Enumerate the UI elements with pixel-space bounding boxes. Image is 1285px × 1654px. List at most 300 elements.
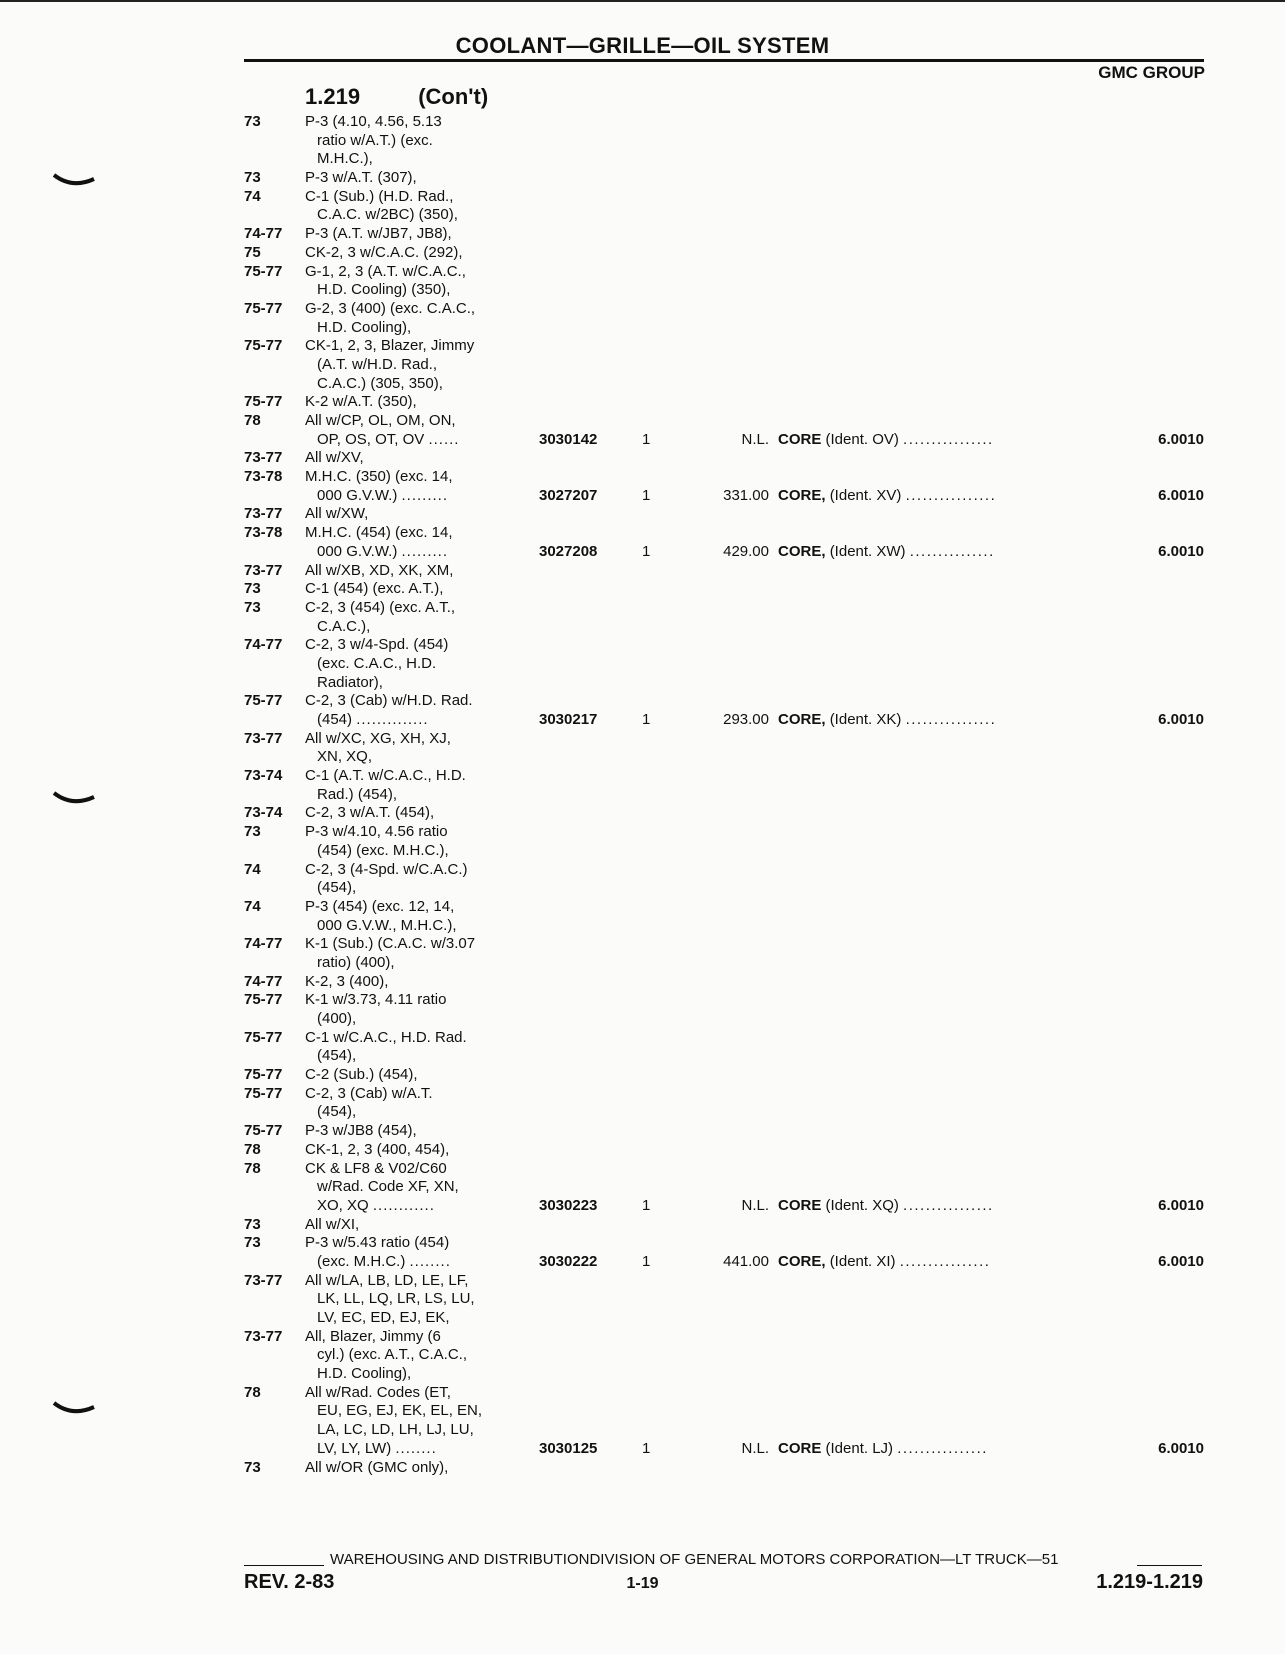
list-item: [244, 636, 1204, 655]
list-item: [244, 468, 1204, 487]
application-description: [305, 524, 453, 543]
list-item: [244, 1402, 1204, 1421]
list-item: [244, 580, 1204, 599]
leader-dots: ................: [903, 430, 994, 448]
list-item: [244, 1290, 1204, 1309]
description-text: C-2, 3 (Cab) w/H.D. Rad.: [305, 692, 473, 710]
description-text: ratio) (400),: [317, 953, 395, 971]
application-description: [305, 861, 468, 880]
model-year: 73: [244, 580, 261, 598]
price-and-name: [674, 543, 999, 562]
application-description: [305, 692, 473, 711]
model-year: 78: [244, 1159, 261, 1177]
application-description: [317, 1178, 459, 1197]
list-item: [244, 1066, 1204, 1085]
application-description: [317, 1365, 411, 1384]
leader-dots: ..............: [356, 711, 429, 728]
description-text: K-2 w/A.T. (350),: [305, 393, 417, 411]
list-item: [244, 674, 1204, 693]
description-text: All w/LA, LB, LD, LE, LF,: [305, 1271, 469, 1289]
list-item: [244, 281, 1204, 300]
model-year: 73-74: [244, 767, 283, 785]
description-text: CK-1, 2, 3 (400, 454),: [305, 1140, 450, 1158]
binder-hole-mark: [52, 791, 96, 805]
price-and-name: [674, 1197, 999, 1216]
model-year: 78: [244, 1140, 261, 1158]
application-description: [317, 319, 411, 338]
application-description: [317, 1010, 356, 1029]
list-item: [244, 1253, 1204, 1272]
description-text: Radiator),: [317, 673, 383, 691]
application-description: [305, 973, 388, 992]
part-ident: (Ident. XI): [829, 1252, 896, 1270]
application-description: [317, 356, 437, 375]
list-item: [244, 1197, 1204, 1216]
footer-publisher: WAREHOUSING AND DISTRIBUTIONDIVISION OF GENERAL MOTORS CORPORATION—LT TRUCK—51: [330, 1551, 1059, 1568]
application-description: [305, 935, 475, 954]
list-item: [244, 1365, 1204, 1384]
model-year: 73-77: [244, 1271, 283, 1289]
application-description: [305, 580, 443, 599]
list-item: [244, 375, 1204, 394]
list-item: [244, 244, 1204, 263]
model-year: 74: [244, 187, 261, 205]
application-description: [317, 879, 356, 898]
list-price: 441.00: [723, 1252, 769, 1270]
description-text: (A.T. w/H.D. Rad.,: [317, 355, 438, 373]
list-item: [244, 1103, 1204, 1122]
description-text: C.A.C.),: [317, 617, 371, 635]
model-year: 73-77: [244, 449, 283, 467]
page-number: 1-19: [626, 1575, 659, 1592]
description-text: cyl.) (exc. A.T., C.A.C.,: [317, 1346, 468, 1364]
list-item: [244, 393, 1204, 412]
description-text: LV, LY, LW): [317, 1439, 392, 1457]
application-description: [305, 412, 456, 431]
list-item: [244, 748, 1204, 767]
model-year: 75-77: [244, 1066, 283, 1084]
footer-rule-right: [1137, 1565, 1202, 1566]
description-text: OP, OS, OT, OV: [317, 430, 425, 448]
list-item: [244, 898, 1204, 917]
description-text: C-2, 3 (4-Spd. w/C.A.C.): [305, 860, 468, 878]
application-description: [305, 225, 452, 244]
application-description: [305, 1234, 449, 1253]
list-item: [244, 973, 1204, 992]
description-text: C-1 (A.T. w/C.A.C., H.D.: [305, 767, 466, 785]
list-item: [244, 169, 1204, 188]
application-description: [317, 674, 383, 693]
description-text: All w/XI,: [305, 1215, 360, 1233]
description-text: M.H.C. (454) (exc. 14,: [305, 524, 453, 542]
application-description: [317, 1309, 450, 1328]
group-label: GMC GROUP: [1098, 63, 1205, 82]
application-description: [317, 748, 372, 767]
group-number: 6.0010: [1158, 542, 1204, 560]
description-text: (454),: [317, 879, 357, 897]
application-description: [305, 898, 454, 917]
description-text: G-1, 2, 3 (A.T. w/C.A.C.,: [305, 262, 466, 280]
section-range: 1.219-1.219: [1096, 1571, 1203, 1593]
price-and-name: [674, 711, 999, 730]
application-description: [305, 1272, 468, 1291]
application-description: [317, 150, 373, 169]
application-description: [317, 954, 395, 973]
description-text: M.H.C. (350) (exc. 14,: [305, 468, 453, 486]
description-text: (exc. C.A.C., H.D.: [317, 654, 437, 672]
application-description: [305, 991, 446, 1010]
description-text: (454) (exc. M.H.C.),: [317, 841, 449, 859]
leader-dots: ........: [395, 1439, 437, 1457]
quantity: 1: [642, 542, 651, 560]
description-text: C-2, 3 w/4-Spd. (454): [305, 636, 449, 654]
model-year: 73-78: [244, 524, 283, 542]
model-year: 75-77: [244, 991, 283, 1009]
list-item: [244, 1328, 1204, 1347]
list-item: [244, 879, 1204, 898]
description-text: ratio w/A.T.) (exc.: [317, 131, 433, 149]
leader-dots: ................: [905, 711, 997, 728]
description-text: 000 G.V.W.): [317, 542, 398, 560]
list-item: [244, 431, 1204, 450]
list-price: N.L.: [741, 430, 769, 448]
model-year: 73: [244, 169, 261, 187]
application-description: [317, 1253, 451, 1272]
group-number: 6.0010: [1158, 430, 1204, 448]
application-description: [305, 599, 455, 618]
application-description: [317, 132, 433, 151]
leader-dots: ...............: [909, 542, 995, 560]
description-text: C.A.C. w/2BC) (350),: [317, 206, 458, 224]
description-text: C-2, 3 w/A.T. (454),: [305, 804, 435, 822]
part-ident: (Ident. LJ): [825, 1439, 894, 1457]
description-text: C-2 (Sub.) (454),: [305, 1066, 418, 1084]
model-year: 75-77: [244, 692, 283, 710]
quantity: 1: [642, 1252, 651, 1270]
model-year: 73: [244, 598, 261, 616]
list-item: [244, 804, 1204, 823]
application-description: [305, 1122, 417, 1141]
list-item: [244, 132, 1204, 151]
model-year: 73-74: [244, 804, 283, 822]
description-text: CK & LF8 & V02/C60: [305, 1159, 447, 1177]
list-item: [244, 188, 1204, 207]
application-description: [305, 169, 417, 188]
application-description: [305, 188, 453, 207]
model-year: 74: [244, 897, 261, 915]
part-number: 3027207: [539, 486, 598, 504]
description-text: XN, XQ,: [317, 748, 373, 766]
model-year: 75-77: [244, 337, 283, 355]
binder-hole-mark: [52, 173, 96, 187]
description-text: M.H.C.),: [317, 150, 373, 168]
description-text: All w/XW,: [305, 505, 369, 523]
group-number: 6.0010: [1158, 1196, 1204, 1214]
part-number: 3030125: [539, 1439, 598, 1457]
list-item: [244, 300, 1204, 319]
application-description: [305, 300, 475, 319]
description-text: P-3 w/5.43 ratio (454): [305, 1234, 450, 1252]
application-description: [317, 206, 458, 225]
application-description: [305, 393, 417, 412]
part-ident: (Ident. XK): [829, 711, 902, 728]
application-description: [317, 655, 436, 674]
group-number: 6.0010: [1158, 711, 1204, 728]
description-text: XO, XQ: [317, 1196, 369, 1214]
model-year: 73-77: [244, 505, 283, 523]
application-description: [305, 449, 364, 468]
part-name: CORE: [778, 430, 822, 448]
description-text: CK-1, 2, 3, Blazer, Jimmy: [305, 337, 475, 355]
description-text: C-1 w/C.A.C., H.D. Rad.: [305, 1028, 467, 1046]
list-item: [244, 412, 1204, 431]
list-price: 429.00: [723, 542, 769, 560]
list-item: [244, 505, 1204, 524]
model-year: 74-77: [244, 972, 283, 990]
list-item: [244, 1346, 1204, 1365]
description-text: All, Blazer, Jimmy (6: [305, 1327, 441, 1345]
application-description: [305, 562, 453, 581]
model-year: 73: [244, 823, 261, 841]
section-heading: [305, 84, 488, 110]
leader-dots: ......: [428, 430, 460, 448]
description-text: 000 G.V.W.): [317, 486, 398, 504]
list-item: [244, 599, 1204, 618]
page-top-edge: [0, 0, 1285, 2]
application-description: [317, 1047, 356, 1066]
part-number: 3030223: [539, 1196, 598, 1214]
part-ident: (Ident. XV): [829, 486, 902, 504]
application-description: [305, 505, 368, 524]
application-description: [317, 431, 459, 450]
model-year: 75-77: [244, 1084, 283, 1102]
description-text: C-1 (454) (exc. A.T.),: [305, 580, 444, 598]
model-year: 75-77: [244, 299, 283, 317]
model-year: 74: [244, 860, 261, 878]
model-year: 74-77: [244, 225, 283, 243]
application-description: [305, 823, 448, 842]
description-text: LA, LC, LD, LH, LJ, LU,: [317, 1421, 474, 1439]
description-text: C-2, 3 (Cab) w/A.T.: [305, 1084, 433, 1102]
application-description: [305, 337, 474, 356]
part-ident: (Ident. OV): [825, 430, 899, 448]
group-number: 6.0010: [1158, 486, 1204, 504]
list-item: [244, 356, 1204, 375]
description-text: C.A.C.) (305, 350),: [317, 374, 443, 392]
description-text: EU, EG, EJ, EK, EL, EN,: [317, 1402, 483, 1420]
footer-rule-left: [244, 1565, 324, 1566]
list-item: [244, 562, 1204, 581]
list-item: [244, 263, 1204, 282]
price-and-name: [674, 487, 999, 506]
part-number: 3030142: [539, 430, 598, 448]
description-text: All w/CP, OL, OM, ON,: [305, 412, 456, 429]
list-item: [244, 730, 1204, 749]
price-and-name: [674, 431, 999, 450]
application-description: [305, 804, 434, 823]
section-continued: (Con't): [418, 84, 489, 109]
model-year: 74-77: [244, 636, 283, 654]
title-rule: [244, 59, 1204, 62]
application-description: [305, 1029, 467, 1048]
application-description: [317, 375, 443, 394]
leader-dots: ............: [372, 1196, 435, 1214]
list-item: [244, 618, 1204, 637]
list-item: [244, 711, 1204, 730]
application-description: [317, 1440, 437, 1459]
description-text: H.D. Cooling),: [317, 1365, 412, 1383]
list-item: [244, 842, 1204, 861]
list-price: 293.00: [723, 711, 769, 728]
quantity: 1: [642, 1439, 651, 1457]
application-description: [305, 1384, 451, 1403]
application-description: [317, 618, 370, 637]
application-description: [305, 263, 466, 282]
list-item: [244, 767, 1204, 786]
application-description: [305, 1160, 447, 1179]
list-item: [244, 954, 1204, 973]
quantity: 1: [642, 711, 651, 728]
model-year: 73: [244, 1458, 261, 1476]
part-name: CORE,: [778, 711, 826, 728]
application-description: [305, 730, 451, 749]
application-description: [305, 1328, 441, 1347]
list-item: [244, 1309, 1204, 1328]
page-title: COOLANT—GRILLE—OIL SYSTEM: [455, 33, 830, 58]
application-description: [317, 1402, 482, 1421]
application-description: [317, 1421, 474, 1440]
description-text: All w/XC, XG, XH, XJ,: [305, 729, 451, 747]
list-item: [244, 861, 1204, 880]
list-item: [244, 1122, 1204, 1141]
list-item: [244, 524, 1204, 543]
description-text: P-3 w/4.10, 4.56 ratio: [305, 823, 448, 841]
quantity: 1: [642, 1196, 651, 1214]
list-item: [244, 692, 1204, 711]
list-price: 331.00: [723, 486, 769, 504]
description-text: K-1 w/3.73, 4.11 ratio: [305, 991, 447, 1009]
description-text: H.D. Cooling),: [317, 318, 412, 336]
application-description: [317, 1346, 467, 1365]
model-year: 73: [244, 1215, 261, 1233]
model-year: 73-77: [244, 561, 283, 579]
list-item: [244, 786, 1204, 805]
list-item: [244, 1384, 1204, 1403]
description-text: 000 G.V.W., M.H.C.),: [317, 916, 457, 934]
application-description: [305, 1459, 448, 1478]
application-description: [317, 487, 448, 506]
list-item: [244, 225, 1204, 244]
list-item: [244, 935, 1204, 954]
model-year: 75: [244, 243, 261, 261]
model-year: 78: [244, 412, 261, 429]
model-year: 75-77: [244, 1122, 283, 1140]
application-description: [317, 842, 449, 861]
application-description: [305, 113, 442, 132]
application-description: [317, 711, 429, 730]
application-description: [317, 786, 397, 805]
list-item: [244, 1047, 1204, 1066]
list-item: [244, 1010, 1204, 1029]
group-number: 6.0010: [1158, 1439, 1204, 1457]
quantity: 1: [642, 430, 651, 448]
part-number: 3030222: [539, 1252, 598, 1270]
list-item: [244, 319, 1204, 338]
list-item: [244, 1178, 1204, 1197]
description-text: K-1 (Sub.) (C.A.C. w/3.07: [305, 935, 476, 953]
list-item: [244, 1085, 1204, 1104]
list-item: [244, 150, 1204, 169]
list-item: [244, 543, 1204, 562]
description-text: Rad.) (454),: [317, 785, 398, 803]
list-item: [244, 487, 1204, 506]
description-text: G-2, 3 (400) (exc. C.A.C.,: [305, 299, 476, 317]
description-text: K-2, 3 (400),: [305, 972, 389, 990]
application-description: [317, 917, 456, 936]
list-item: [244, 655, 1204, 674]
application-description: [317, 543, 448, 562]
description-text: P-3 (454) (exc. 12, 14,: [305, 897, 455, 915]
description-text: LV, EC, ED, EJ, EK,: [317, 1309, 450, 1326]
leader-dots: .........: [401, 486, 449, 504]
application-description: [305, 636, 448, 655]
price-and-name: [674, 1253, 999, 1272]
description-text: All w/OR (GMC only),: [305, 1458, 449, 1476]
application-description: [317, 281, 450, 300]
part-name: CORE,: [778, 1252, 826, 1270]
list-price: N.L.: [741, 1439, 769, 1457]
price-and-name: [674, 1440, 999, 1459]
leader-dots: .........: [401, 542, 449, 560]
description-text: P-3 w/JB8 (454),: [305, 1122, 417, 1140]
revision-label: REV. 2-83: [244, 1571, 335, 1593]
list-price: N.L.: [741, 1196, 769, 1214]
description-text: P-3 w/A.T. (307),: [305, 169, 417, 187]
application-description: [305, 1216, 359, 1235]
application-description: [305, 1141, 449, 1160]
description-text: (454),: [317, 1047, 357, 1065]
description-text: (454): [317, 711, 353, 728]
part-ident: (Ident. XQ): [825, 1196, 899, 1214]
application-description: [305, 1066, 418, 1085]
binder-hole-mark: [52, 1401, 96, 1415]
description-text: (400),: [317, 1010, 357, 1027]
part-number: 3030217: [539, 711, 598, 728]
section-number: 1.219: [305, 84, 361, 109]
list-item: [244, 991, 1204, 1010]
model-year: 75-77: [244, 393, 283, 411]
model-year: 73-77: [244, 729, 283, 747]
list-item: [244, 1160, 1204, 1179]
parts-list: [244, 113, 1204, 1477]
part-name: CORE: [778, 1196, 822, 1214]
leader-dots: ................: [899, 1252, 991, 1270]
description-text: C-1 (Sub.) (H.D. Rad.,: [305, 187, 454, 205]
leader-dots: ........: [409, 1252, 451, 1270]
list-item: [244, 1234, 1204, 1253]
description-text: (exc. M.H.C.): [317, 1252, 406, 1270]
part-number: 3027208: [539, 542, 598, 560]
list-item: [244, 1216, 1204, 1235]
description-text: w/Rad. Code XF, XN,: [317, 1178, 459, 1196]
application-description: [317, 1197, 435, 1216]
model-year: 75-77: [244, 262, 283, 280]
model-year: 73: [244, 113, 261, 130]
part-name: CORE,: [778, 486, 826, 504]
list-item: [244, 1029, 1204, 1048]
list-item: [244, 1141, 1204, 1160]
application-description: [317, 1103, 356, 1122]
